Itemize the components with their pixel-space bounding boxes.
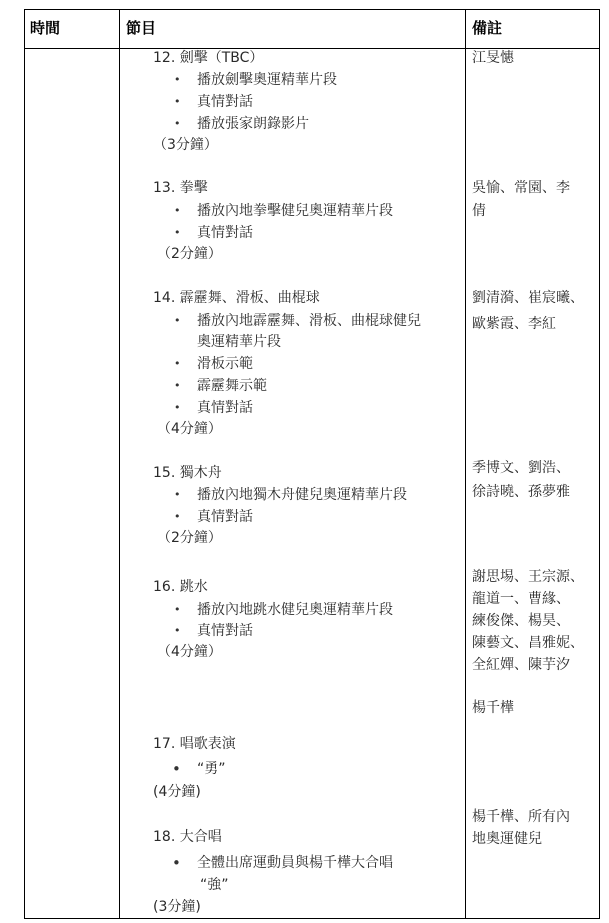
item-title: 18. 大合唱 (153, 829, 222, 845)
item-bullet: 真情對話 (197, 225, 253, 241)
item-duration: （3分鐘） (153, 137, 218, 153)
header-remarks: 備註 (472, 19, 503, 37)
item-title: 16. 跳水 (153, 579, 208, 595)
item-bullet: 全體出席運動員與楊千樺大合唱 (197, 855, 393, 871)
item-bullet: 播放內地跳水健兒奧運精華片段 (197, 602, 393, 618)
item-bullet: 播放劍擊奧運精華片段 (197, 72, 337, 88)
item-bullet: 播放內地霹靂舞、滑板、曲棍球健兒 (197, 313, 421, 329)
item-bullet: “勇” (197, 761, 226, 777)
header-time: 時間 (30, 19, 61, 37)
bullet-dot: • (174, 379, 181, 392)
item-bullet: 播放內地拳擊健兒奧運精華片段 (197, 203, 393, 219)
bullet-dot: • (174, 603, 181, 616)
item-remarks: 江旻憓 (472, 50, 514, 66)
bullet-dot: • (174, 73, 181, 86)
item-remarks: 全紅嬋、陳芋汐 (472, 657, 570, 673)
bullet-dot: • (172, 854, 181, 872)
item-bullet: 播放張家朗錄影片 (197, 116, 309, 132)
header-program: 節目 (126, 19, 157, 37)
item-duration: (3分鐘) (153, 899, 201, 915)
item-remarks: 練俊傑、楊昊、 (472, 613, 570, 629)
item-bullet: 播放內地獨木舟健兒奧運精華片段 (197, 487, 407, 503)
item-remarks: 陳藝文、昌雅妮、 (472, 635, 584, 651)
item-title: 14. 霹靂舞、滑板、曲棍球 (153, 290, 320, 306)
item-duration: (4分鐘) (153, 784, 201, 800)
column-divider (119, 10, 120, 918)
item-remarks: 龍道一、曹緣、 (472, 591, 570, 607)
bullet-dot: • (174, 357, 181, 370)
item-title: 17. 唱歌表演 (153, 736, 236, 752)
item-duration: （4分鐘） (157, 421, 222, 437)
bullet-dot: • (174, 488, 181, 501)
item-bullet: 真情對話 (197, 94, 253, 110)
bullet-dot: • (174, 510, 181, 523)
bullet-dot: • (174, 95, 181, 108)
item-remarks: 劉清漪、崔宸曦、 (472, 290, 584, 306)
item-bullet-cont: “強” (200, 877, 229, 893)
item-remarks: 徐詩曉、孫夢雅 (472, 484, 570, 500)
item-remarks: 倩 (472, 203, 486, 219)
bullet-dot: • (174, 117, 181, 130)
bullet-dot: • (174, 624, 181, 637)
item-remarks: 楊千樺 (472, 700, 514, 716)
item-duration: （2分鐘） (157, 530, 222, 546)
item-remarks: 地奧運健兒 (472, 831, 542, 847)
item-remarks: 歐紫霞、李紅 (472, 316, 556, 332)
item-remarks: 吳愉、常園、李 (472, 180, 570, 196)
bullet-dot: • (172, 760, 181, 778)
bullet-dot: • (174, 401, 181, 414)
item-duration: （2分鐘） (157, 246, 222, 262)
item-bullet: 霹靂舞示範 (197, 378, 267, 394)
item-remarks: 謝思埸、王宗源、 (472, 569, 584, 585)
item-duration: （4分鐘） (157, 644, 222, 660)
bullet-dot: • (174, 226, 181, 239)
bullet-dot: • (174, 204, 181, 217)
item-remarks: 季博文、劉浩、 (472, 460, 570, 476)
bullet-dot: • (174, 314, 181, 327)
column-divider (465, 10, 466, 918)
item-remarks: 楊千樺、所有內 (472, 809, 570, 825)
item-title: 13. 拳擊 (153, 180, 208, 196)
item-bullet-cont: 奧運精華片段 (197, 334, 281, 350)
item-bullet: 真情對話 (197, 623, 253, 639)
item-bullet: 真情對話 (197, 509, 253, 525)
item-title: 12. 劍擊（TBC） (153, 50, 264, 66)
item-bullet: 滑板示範 (197, 356, 253, 372)
item-title: 15. 獨木舟 (153, 465, 222, 481)
item-bullet: 真情對話 (197, 400, 253, 416)
